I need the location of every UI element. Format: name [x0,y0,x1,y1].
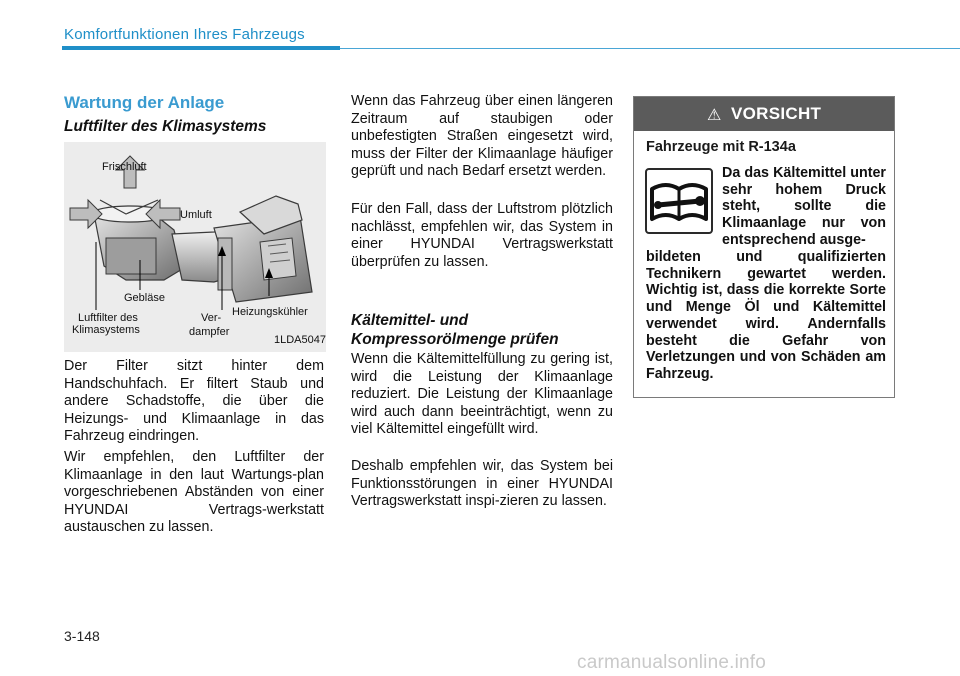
label-luftfilter-line2: Klimasystems [72,324,140,336]
page-number: 3-148 [64,628,100,644]
manual-wrench-icon [644,167,714,235]
label-luftfilter-line1: Luftfilter des [78,312,138,324]
warning-triangle-icon: ⚠ [707,107,722,124]
label-umluft: Umluft [180,209,212,221]
label-geblaese: Gebläse [124,292,165,304]
label-verdampfer-line1: Ver- [201,312,222,324]
middle-paragraph-4: Deshalb empfehlen wir, das System bei Funktionsstörungen in einer HYUNDAI Vertragswerkstatt inspi-zieren zu lassen. [351,458,613,510]
middle-paragraph-3: Wenn die Kältemittelfüllung zu gering ist, wird die Leistung der Klimaanlage reduziert. Die Leistung der Klimaanlage wird auch dann beeinträchtigt, wenn zu viel Kältemittel eingefüllt wird. [351,351,613,438]
middle-subtitle: Kältemittel- und Kompressorölmenge prüfen [351,312,559,348]
left-paragraph-1: Der Filter sitzt hinter dem Handschuhfach. Er filtert Staub und andere Schadstoffe, die über die Heizungs- und Klimaanlage in das Fahrzeug eindringen. [64,358,324,445]
caution-text-beside-icon: Da das Kältemittel unter sehr hohem Druck steht, sollte die Klimaanlage nur von entsprechend ausge- [722,165,886,248]
left-paragraph-2: Wir empfehlen, den Luftfilter der Klimaanlage in den laut Wartungs-plan vorgeschriebenen Abständen von einer HYUNDAI Vertrags-werkstatt austauschen zu lassen. [64,449,324,536]
label-verdampfer-line2: dampfer [189,326,230,338]
caution-header-label: VORSICHT [731,104,822,123]
chapter-title: Komfortfunktionen Ihres Fahrzeugs [64,26,305,43]
watermark: carmanualsonline.info [577,652,767,673]
caution-box [633,96,895,398]
middle-paragraph-1: Wenn das Fahrzeug über einen längeren Zeitraum auf staubigen oder unbefestigten Straßen eingesetzt wird, muss der Filter der Klimaanlage häufiger geprüft und nach Bedarf ersetzt werden. [351,93,613,180]
label-heizungskuehler: Heizungskühler [232,306,308,318]
caution-text-body: bildeten und qualifizierten Technikern gewartet werden. Wichtig ist, dass die korrekte Sorte und Menge Öl und Kältemittel verwendet wird. Andernfalls besteht die Gefahr von Verletzungen und von Schäden am Fahrzeug. [646,249,886,382]
caution-subtitle: Fahrzeuge mit R-134a [646,139,796,155]
label-frischluft: Frischluft [102,161,147,173]
section-subtitle: Luftfilter des Klimasystems [64,118,267,135]
air-filter-diagram [64,142,326,352]
header-rule-thin [340,48,960,49]
middle-paragraph-2: Für den Fall, dass der Luftstrom plötzlich nachlässt, empfehlen wir, das System in einer HYUNDAI Vertragswerkstatt überprüfen zu lassen. [351,201,613,270]
header-rule-thick [62,46,340,50]
caution-header [634,97,894,131]
section-title: Wartung der Anlage [64,93,225,112]
figure-code: 1LDA5047 [274,334,326,346]
